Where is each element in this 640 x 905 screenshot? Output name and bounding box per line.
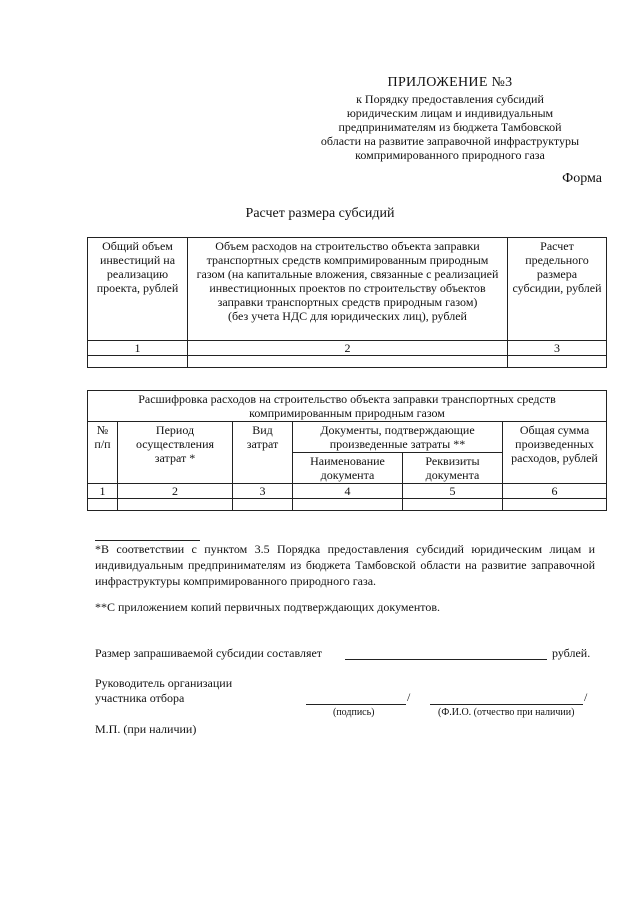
column-number: 1 — [88, 341, 188, 356]
stamp-label: М.П. (при наличии) — [95, 722, 197, 736]
footnote-2: **С приложением копий первичных подтверждающих документов. — [95, 600, 440, 614]
breakdown-title: Расшифровка расходов на строительство объекта заправки транспортных средств компримированным природным газом — [88, 391, 607, 422]
subsidy-calculation-table — [87, 237, 607, 368]
slash-separator: / — [407, 690, 411, 704]
table-title-row — [88, 391, 607, 422]
table-cell[interactable] — [233, 499, 293, 511]
table-row — [88, 499, 607, 511]
appendix-line: к Порядку предоставления субсидий — [356, 91, 544, 106]
document-title: Расчет размера субсидий — [245, 206, 395, 221]
table-cell[interactable] — [118, 499, 233, 511]
amount-unit: рублей. — [552, 646, 591, 660]
footnote-1: *В соответствии с пунктом 3.5 Порядка предоставления субсидий юридическим лицам и индивидуальным предпринимателям из бюджета Тамбовской области на развитие заправочной инфраструктуры компримированного природного газа. — [95, 542, 595, 588]
table-number-row — [88, 484, 607, 499]
table-cell[interactable] — [293, 499, 403, 511]
column-number: 2 — [188, 341, 508, 356]
selection-participant-label: участника отбора — [95, 691, 185, 705]
appendix-line: области на развитие заправочной инфраструктуры — [320, 133, 580, 148]
amount-label: Размер запрашиваемой субсидии составляет — [95, 646, 323, 660]
full-name-caption: (Ф.И.О. (отчество при наличии) — [438, 707, 575, 718]
appendix-title: ПРИЛОЖЕНИЕ №3 — [387, 75, 513, 90]
table-cell[interactable] — [88, 356, 188, 368]
table-cell[interactable] — [503, 499, 607, 511]
amount-input-line[interactable] — [345, 659, 547, 660]
full-name-line[interactable] — [430, 704, 583, 705]
costs-breakdown-table — [87, 390, 607, 511]
table-row — [88, 356, 607, 368]
header-row-number: № п/п — [88, 422, 118, 484]
appendix-line: предпринимателям из бюджета Тамбовской — [338, 119, 562, 134]
header-document-details: Реквизиты документа — [403, 453, 503, 484]
header-cost-type: Вид затрат — [233, 422, 293, 484]
column-number: 5 — [403, 484, 503, 499]
column-number: 6 — [503, 484, 607, 499]
form-label: Форма — [562, 171, 602, 186]
signature-caption: (подпись) — [333, 707, 375, 718]
header-construction-costs — [188, 238, 508, 341]
appendix-line: юридическим лицам и индивидуальным — [346, 105, 554, 120]
table-cell[interactable] — [508, 356, 607, 368]
signature-line[interactable] — [306, 704, 406, 705]
table-cell[interactable] — [188, 356, 508, 368]
header-total-investment: Общий объем инвестиций на реализацию проекта, рублей — [88, 238, 188, 341]
header-total-amount: Общая сумма произведенных расходов, рублей — [503, 422, 607, 484]
header-construction-costs-text: Объем расходов на строительство объекта заправки транспортных средств компримированным природным газом (на капитальные вложения, связанные с реализацией инвестиционных проектов по строительству объектов заправки транспортных средств природным газом) — [196, 239, 499, 309]
table-header-row — [88, 238, 607, 341]
table-number-row — [88, 341, 607, 356]
table-header-row — [88, 422, 607, 453]
header-construction-costs-suffix: (без учета НДС для юридических лиц), рублей — [228, 309, 467, 323]
header-documents: Документы, подтверждающие произведенные затраты ** — [293, 422, 503, 453]
header-period: Период осуществления затрат * — [118, 422, 233, 484]
head-of-organization-label: Руководитель организации — [95, 676, 233, 690]
column-number: 4 — [293, 484, 403, 499]
header-document-name: Наименование документа — [293, 453, 403, 484]
slash-separator: / — [584, 690, 588, 704]
table-cell[interactable] — [88, 499, 118, 511]
column-number: 3 — [233, 484, 293, 499]
column-number: 2 — [118, 484, 233, 499]
appendix-line: компримированного природного газа — [355, 147, 545, 162]
appendix-header — [300, 74, 600, 162]
header-max-subsidy: Расчет предельного размера субсидии, рублей — [508, 238, 607, 341]
table-cell[interactable] — [403, 499, 503, 511]
column-number: 1 — [88, 484, 118, 499]
column-number: 3 — [508, 341, 607, 356]
